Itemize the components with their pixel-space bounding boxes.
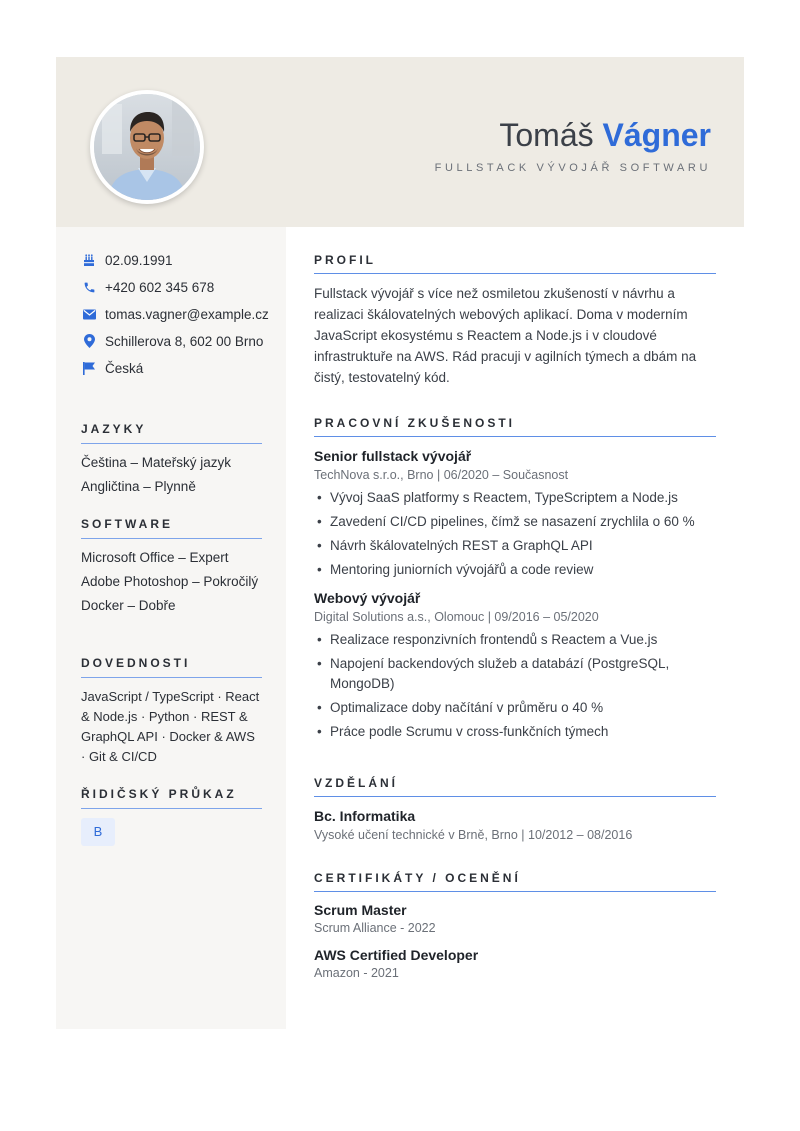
languages-section [81, 422, 262, 501]
skills-section [81, 656, 262, 767]
education-section [314, 776, 716, 848]
job-bullet: • Vývoj SaaS platformy s Reactem, TypeScriptem a Node.js [314, 488, 716, 508]
first-name: Tomáš [499, 117, 594, 153]
contact-birthdate [81, 251, 281, 270]
software-item: Microsoft Office – Expert [81, 550, 229, 565]
last-name: Vágner [602, 117, 711, 153]
license-section [81, 787, 262, 846]
languages-heading: JAZYKY [81, 422, 262, 444]
map-pin-icon [81, 332, 97, 350]
software-section [81, 517, 262, 620]
contact-address [81, 332, 281, 351]
nationality-text: Česká [105, 361, 144, 376]
job-bullet: • Realizace responzivních frontendů s Reactem a Vue.js [314, 630, 716, 650]
job-bullet: • Práce podle Scrumu v cross-funkčních týmech [314, 722, 716, 742]
job-bullets [314, 630, 716, 742]
job-title: FULLSTACK VÝVOJÁŘ SOFTWARU [434, 162, 711, 174]
language-item: Čeština – Mateřský jazyk [81, 455, 232, 470]
job-bullet: • Návrh škálovatelných REST a GraphQL API [314, 536, 716, 556]
education-meta: Vysoké učení technické v Brně, Brno | 10/2012 – 08/2016 [314, 828, 633, 842]
birthdate-text: 02.09.1991 [105, 253, 173, 268]
contact-nationality [81, 359, 281, 378]
certificate-title: Scrum Master [314, 902, 407, 918]
contact-phone [81, 278, 281, 297]
certificates-section [314, 871, 716, 982]
email-text: tomas.vagner@example.cz [105, 307, 269, 322]
full-name [499, 115, 711, 155]
education-heading: VZDĚLÁNÍ [314, 776, 716, 797]
job-bullets [314, 488, 716, 580]
phone-text: +420 602 345 678 [105, 280, 215, 295]
profile-text: Fullstack vývojář s více než osmiletou zkušeností v návrhu a realizaci škálovatelných webových aplikací. Doma v moderním JavaScript ekosystému s Reactem a Node.js i v cloudové infrastruktuře na AWS. Rád pracuji v agilních týmech a dbám na čistý, testovatelný kód. [314, 286, 697, 385]
job-entry [314, 446, 716, 580]
skills-heading: DOVEDNOSTI [81, 656, 262, 678]
certificate-title: AWS Certified Developer [314, 947, 479, 963]
profile-section [314, 253, 716, 388]
experience-section [314, 416, 716, 746]
job-title: Senior fullstack vývojář [314, 448, 472, 464]
software-item: Docker – Dobře [81, 598, 176, 613]
job-meta: Digital Solutions a.s., Olomouc | 09/2016 – 05/2020 [314, 610, 599, 624]
job-bullet: • Zavedení CI/CD pipelines, čímž se nasazení zrychlila o 60 % [314, 512, 716, 532]
job-bullet: • Napojení backendových služeb a databází (PostgreSQL, MongoDB) [314, 654, 716, 694]
software-heading: SOFTWARE [81, 517, 262, 539]
certificate-meta: Amazon - 2021 [314, 966, 399, 980]
job-title: Webový vývojář [314, 590, 421, 606]
contact-list [81, 251, 281, 386]
license-heading: ŘIDIČSKÝ PRŮKAZ [81, 787, 262, 809]
portrait-illustration [94, 94, 200, 200]
job-entry [314, 588, 716, 742]
birthday-cake-icon [81, 251, 97, 269]
certificates-heading: CERTIFIKÁTY / OCENĚNÍ [314, 871, 716, 892]
certificate-meta: Scrum Alliance - 2022 [314, 921, 436, 935]
address-text: Schillerova 8, 602 00 Brno [105, 334, 264, 349]
experience-heading: PRACOVNÍ ZKUŠENOSTI [314, 416, 716, 437]
sidebar [56, 227, 286, 1029]
skills-text: JavaScript / TypeScript · React & Node.js · Python · REST & GraphQL API · Docker & AWS · Git & CI/CD [81, 689, 260, 764]
software-item: Adobe Photoshop – Pokročilý [81, 574, 259, 589]
license-badge: B [81, 818, 115, 846]
education-title: Bc. Informatika [314, 808, 416, 824]
flag-icon [81, 359, 97, 377]
job-bullet: • Mentoring juniorních vývojářů a code review [314, 560, 716, 580]
job-meta: TechNova s.r.o., Brno | 06/2020 – Současnost [314, 468, 569, 482]
profile-photo [90, 90, 204, 204]
profile-heading: PROFIL [314, 253, 716, 274]
envelope-icon [81, 305, 97, 323]
contact-email [81, 305, 281, 324]
job-bullet: • Optimalizace doby načítání v průměru o 40 % [314, 698, 716, 718]
phone-icon [81, 278, 97, 296]
header [56, 57, 744, 227]
language-item: Angličtina – Plynně [81, 479, 196, 494]
